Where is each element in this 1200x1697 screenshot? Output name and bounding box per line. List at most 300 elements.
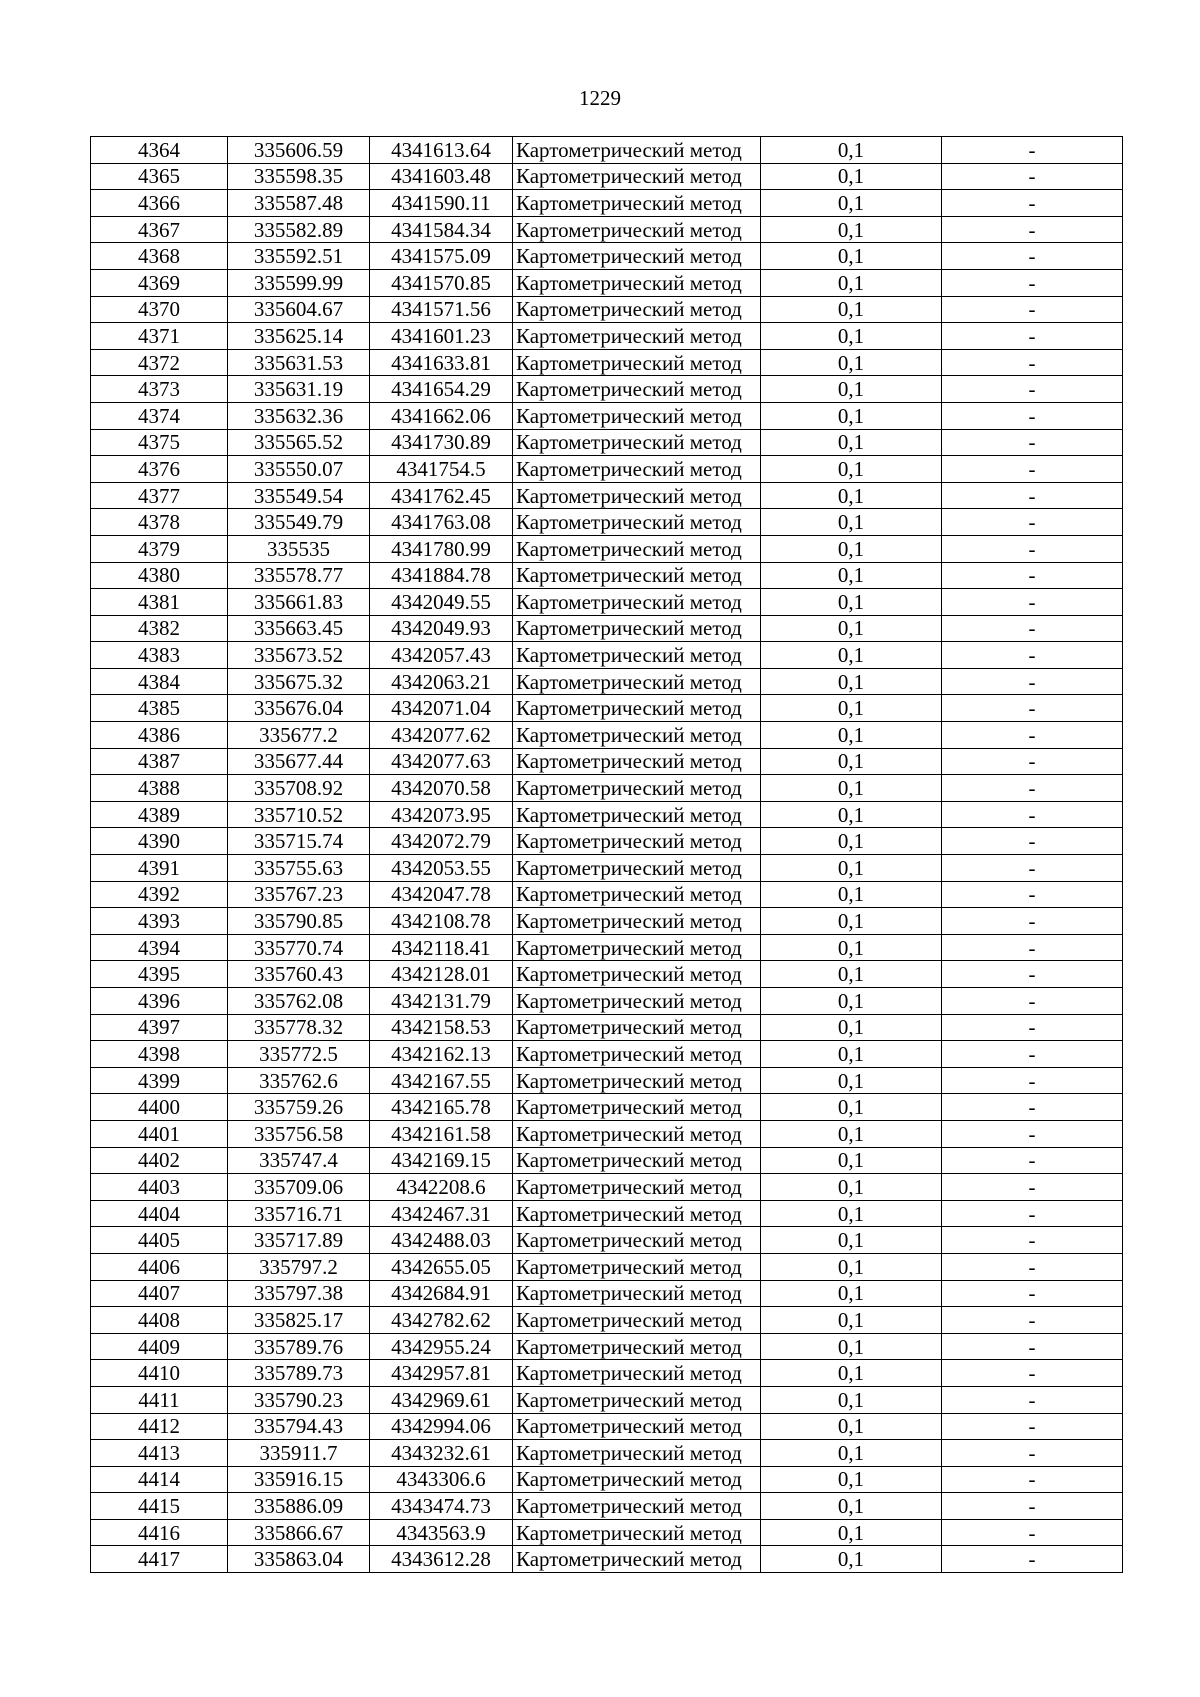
accuracy-cell: 0,1 [761,216,942,243]
table-row [91,1360,1123,1387]
point-number-cell: 4414 [91,1466,228,1493]
table-row [91,163,1123,190]
description-cell: - [942,1546,1123,1573]
table-row [91,615,1123,642]
x-coordinate-cell: 335767.23 [228,881,370,908]
method-cell: Картометрический метод [513,1120,761,1147]
table-row [91,801,1123,828]
accuracy-cell: 0,1 [761,1253,942,1280]
method-cell: Картометрический метод [513,988,761,1015]
table-row [91,934,1123,961]
x-coordinate-cell: 335631.53 [228,349,370,376]
description-cell: - [942,722,1123,749]
method-cell: Картометрический метод [513,1067,761,1094]
point-number-cell: 4379 [91,535,228,562]
method-cell: Картометрический метод [513,376,761,403]
method-cell: Картометрический метод [513,562,761,589]
point-number-cell: 4385 [91,695,228,722]
description-cell: - [942,1386,1123,1413]
method-cell: Картометрический метод [513,1227,761,1254]
point-number-cell: 4366 [91,190,228,217]
table-row [91,190,1123,217]
description-cell: - [942,642,1123,669]
table-row [91,1014,1123,1041]
point-number-cell: 4415 [91,1493,228,1520]
accuracy-cell: 0,1 [761,1280,942,1307]
description-cell: - [942,1253,1123,1280]
accuracy-cell: 0,1 [761,482,942,509]
description-cell: - [942,775,1123,802]
table-row [91,535,1123,562]
accuracy-cell: 0,1 [761,1120,942,1147]
method-cell: Картометрический метод [513,1546,761,1573]
description-cell: - [942,1440,1123,1467]
x-coordinate-cell: 335770.74 [228,934,370,961]
table-row [91,589,1123,616]
method-cell: Картометрический метод [513,1466,761,1493]
x-coordinate-cell: 335677.44 [228,748,370,775]
y-coordinate-cell: 4343474.73 [370,1493,513,1520]
table-row [91,1333,1123,1360]
point-number-cell: 4369 [91,269,228,296]
method-cell: Картометрический метод [513,1280,761,1307]
table-row [91,137,1123,164]
point-number-cell: 4368 [91,243,228,270]
method-cell: Картометрический метод [513,748,761,775]
point-number-cell: 4407 [91,1280,228,1307]
point-number-cell: 4364 [91,137,228,164]
description-cell: - [942,296,1123,323]
method-cell: Картометрический метод [513,1200,761,1227]
method-cell: Картометрический метод [513,589,761,616]
x-coordinate-cell: 335755.63 [228,855,370,882]
method-cell: Картометрический метод [513,1014,761,1041]
method-cell: Картометрический метод [513,775,761,802]
y-coordinate-cell: 4342072.79 [370,828,513,855]
point-number-cell: 4417 [91,1546,228,1573]
page-number: 1229 [579,86,621,110]
method-cell: Картометрический метод [513,1094,761,1121]
description-cell: - [942,881,1123,908]
x-coordinate-cell: 335916.15 [228,1466,370,1493]
y-coordinate-cell: 4342994.06 [370,1413,513,1440]
y-coordinate-cell: 4342957.81 [370,1360,513,1387]
method-cell: Картометрический метод [513,828,761,855]
accuracy-cell: 0,1 [761,296,942,323]
table-row [91,296,1123,323]
table-row [91,828,1123,855]
accuracy-cell: 0,1 [761,190,942,217]
y-coordinate-cell: 4341590.11 [370,190,513,217]
x-coordinate-cell: 335708.92 [228,775,370,802]
y-coordinate-cell: 4341762.45 [370,482,513,509]
y-coordinate-cell: 4342162.13 [370,1041,513,1068]
accuracy-cell: 0,1 [761,934,942,961]
accuracy-cell: 0,1 [761,642,942,669]
point-number-cell: 4402 [91,1147,228,1174]
description-cell: - [942,429,1123,456]
y-coordinate-cell: 4342073.95 [370,801,513,828]
accuracy-cell: 0,1 [761,695,942,722]
point-number-cell: 4387 [91,748,228,775]
description-cell: - [942,190,1123,217]
point-number-cell: 4393 [91,908,228,935]
table-row [91,1120,1123,1147]
point-number-cell: 4392 [91,881,228,908]
x-coordinate-cell: 335587.48 [228,190,370,217]
table-row [91,1094,1123,1121]
accuracy-cell: 0,1 [761,456,942,483]
point-number-cell: 4388 [91,775,228,802]
description-cell: - [942,1413,1123,1440]
accuracy-cell: 0,1 [761,376,942,403]
accuracy-cell: 0,1 [761,509,942,536]
accuracy-cell: 0,1 [761,1174,942,1201]
y-coordinate-cell: 4342049.93 [370,615,513,642]
y-coordinate-cell: 4342049.55 [370,589,513,616]
table-row [91,748,1123,775]
point-number-cell: 4404 [91,1200,228,1227]
accuracy-cell: 0,1 [761,269,942,296]
accuracy-cell: 0,1 [761,1466,942,1493]
description-cell: - [942,1333,1123,1360]
description-cell: - [942,349,1123,376]
x-coordinate-cell: 335797.38 [228,1280,370,1307]
point-number-cell: 4384 [91,668,228,695]
x-coordinate-cell: 335582.89 [228,216,370,243]
point-number-cell: 4406 [91,1253,228,1280]
point-number-cell: 4389 [91,801,228,828]
y-coordinate-cell: 4342070.58 [370,775,513,802]
accuracy-cell: 0,1 [761,349,942,376]
description-cell: - [942,828,1123,855]
description-cell: - [942,137,1123,164]
method-cell: Картометрический метод [513,137,761,164]
y-coordinate-cell: 4341584.34 [370,216,513,243]
x-coordinate-cell: 335661.83 [228,589,370,616]
accuracy-cell: 0,1 [761,323,942,350]
method-cell: Картометрический метод [513,1253,761,1280]
y-coordinate-cell: 4341613.64 [370,137,513,164]
x-coordinate-cell: 335747.4 [228,1147,370,1174]
description-cell: - [942,908,1123,935]
point-number-cell: 4380 [91,562,228,589]
point-number-cell: 4410 [91,1360,228,1387]
y-coordinate-cell: 4342969.61 [370,1386,513,1413]
x-coordinate-cell: 335632.36 [228,402,370,429]
y-coordinate-cell: 4342467.31 [370,1200,513,1227]
description-cell: - [942,1041,1123,1068]
description-cell: - [942,269,1123,296]
x-coordinate-cell: 335598.35 [228,163,370,190]
point-number-cell: 4378 [91,509,228,536]
accuracy-cell: 0,1 [761,881,942,908]
y-coordinate-cell: 4342169.15 [370,1147,513,1174]
point-number-cell: 4375 [91,429,228,456]
description-cell: - [942,1466,1123,1493]
x-coordinate-cell: 335709.06 [228,1174,370,1201]
x-coordinate-cell: 335794.43 [228,1413,370,1440]
description-cell: - [942,1174,1123,1201]
x-coordinate-cell: 335778.32 [228,1014,370,1041]
method-cell: Картометрический метод [513,1041,761,1068]
method-cell: Картометрический метод [513,1147,761,1174]
method-cell: Картометрический метод [513,1440,761,1467]
y-coordinate-cell: 4342131.79 [370,988,513,1015]
coordinates-table-body [91,137,1123,1573]
y-coordinate-cell: 4341575.09 [370,243,513,270]
table-row [91,1253,1123,1280]
description-cell: - [942,668,1123,695]
table-row [91,722,1123,749]
x-coordinate-cell: 335790.85 [228,908,370,935]
description-cell: - [942,402,1123,429]
accuracy-cell: 0,1 [761,1014,942,1041]
y-coordinate-cell: 4341754.5 [370,456,513,483]
description-cell: - [942,243,1123,270]
description-cell: - [942,323,1123,350]
method-cell: Картометрический метод [513,456,761,483]
method-cell: Картометрический метод [513,1413,761,1440]
x-coordinate-cell: 335675.32 [228,668,370,695]
x-coordinate-cell: 335825.17 [228,1307,370,1334]
method-cell: Картометрический метод [513,349,761,376]
method-cell: Картометрический метод [513,1493,761,1520]
x-coordinate-cell: 335797.2 [228,1253,370,1280]
point-number-cell: 4399 [91,1067,228,1094]
y-coordinate-cell: 4341603.48 [370,163,513,190]
x-coordinate-cell: 335886.09 [228,1493,370,1520]
y-coordinate-cell: 4342108.78 [370,908,513,935]
x-coordinate-cell: 335716.71 [228,1200,370,1227]
table-row [91,1227,1123,1254]
y-coordinate-cell: 4341571.56 [370,296,513,323]
accuracy-cell: 0,1 [761,961,942,988]
description-cell: - [942,855,1123,882]
description-cell: - [942,801,1123,828]
table-row [91,1200,1123,1227]
method-cell: Картометрический метод [513,908,761,935]
x-coordinate-cell: 335756.58 [228,1120,370,1147]
x-coordinate-cell: 335789.76 [228,1333,370,1360]
x-coordinate-cell: 335550.07 [228,456,370,483]
method-cell: Картометрический метод [513,163,761,190]
accuracy-cell: 0,1 [761,1519,942,1546]
y-coordinate-cell: 4342077.62 [370,722,513,749]
method-cell: Картометрический метод [513,961,761,988]
accuracy-cell: 0,1 [761,855,942,882]
table-row [91,988,1123,1015]
accuracy-cell: 0,1 [761,137,942,164]
point-number-cell: 4401 [91,1120,228,1147]
method-cell: Картометрический метод [513,934,761,961]
x-coordinate-cell: 335578.77 [228,562,370,589]
accuracy-cell: 0,1 [761,668,942,695]
table-row [91,243,1123,270]
method-cell: Картометрический метод [513,615,761,642]
method-cell: Картометрический метод [513,801,761,828]
description-cell: - [942,1120,1123,1147]
description-cell: - [942,1360,1123,1387]
description-cell: - [942,456,1123,483]
y-coordinate-cell: 4343306.6 [370,1466,513,1493]
description-cell: - [942,1227,1123,1254]
table-row [91,402,1123,429]
y-coordinate-cell: 4341654.29 [370,376,513,403]
accuracy-cell: 0,1 [761,908,942,935]
table-row [91,216,1123,243]
table-row [91,1466,1123,1493]
y-coordinate-cell: 4342158.53 [370,1014,513,1041]
accuracy-cell: 0,1 [761,402,942,429]
description-cell: - [942,562,1123,589]
method-cell: Картометрический метод [513,216,761,243]
y-coordinate-cell: 4342782.62 [370,1307,513,1334]
x-coordinate-cell: 335592.51 [228,243,370,270]
table-row [91,509,1123,536]
x-coordinate-cell: 335535 [228,535,370,562]
accuracy-cell: 0,1 [761,1546,942,1573]
x-coordinate-cell: 335599.99 [228,269,370,296]
table-row [91,1519,1123,1546]
y-coordinate-cell: 4342077.63 [370,748,513,775]
table-row [91,642,1123,669]
point-number-cell: 4411 [91,1386,228,1413]
table-row [91,961,1123,988]
y-coordinate-cell: 4341633.81 [370,349,513,376]
point-number-cell: 4377 [91,482,228,509]
table-row [91,376,1123,403]
description-cell: - [942,615,1123,642]
point-number-cell: 4408 [91,1307,228,1334]
table-row [91,1386,1123,1413]
table-row [91,1067,1123,1094]
table-row [91,1413,1123,1440]
point-number-cell: 4405 [91,1227,228,1254]
description-cell: - [942,482,1123,509]
method-cell: Картометрический метод [513,722,761,749]
point-number-cell: 4381 [91,589,228,616]
method-cell: Картометрический метод [513,1360,761,1387]
point-number-cell: 4390 [91,828,228,855]
accuracy-cell: 0,1 [761,1200,942,1227]
description-cell: - [942,1147,1123,1174]
method-cell: Картометрический метод [513,668,761,695]
y-coordinate-cell: 4341662.06 [370,402,513,429]
description-cell: - [942,1094,1123,1121]
y-coordinate-cell: 4341763.08 [370,509,513,536]
y-coordinate-cell: 4341884.78 [370,562,513,589]
accuracy-cell: 0,1 [761,1147,942,1174]
y-coordinate-cell: 4343612.28 [370,1546,513,1573]
x-coordinate-cell: 335549.79 [228,509,370,536]
accuracy-cell: 0,1 [761,1333,942,1360]
table-row [91,668,1123,695]
accuracy-cell: 0,1 [761,562,942,589]
description-cell: - [942,1307,1123,1334]
description-cell: - [942,535,1123,562]
y-coordinate-cell: 4342488.03 [370,1227,513,1254]
x-coordinate-cell: 335717.89 [228,1227,370,1254]
table-row [91,695,1123,722]
point-number-cell: 4376 [91,456,228,483]
description-cell: - [942,695,1123,722]
accuracy-cell: 0,1 [761,1227,942,1254]
method-cell: Картометрический метод [513,1333,761,1360]
method-cell: Картометрический метод [513,243,761,270]
point-number-cell: 4382 [91,615,228,642]
method-cell: Картометрический метод [513,1519,761,1546]
table-row [91,323,1123,350]
point-number-cell: 4412 [91,1413,228,1440]
point-number-cell: 4398 [91,1041,228,1068]
point-number-cell: 4367 [91,216,228,243]
point-number-cell: 4400 [91,1094,228,1121]
table-row [91,429,1123,456]
method-cell: Картометрический метод [513,482,761,509]
description-cell: - [942,1519,1123,1546]
x-coordinate-cell: 335762.6 [228,1067,370,1094]
table-row [91,482,1123,509]
y-coordinate-cell: 4342955.24 [370,1333,513,1360]
x-coordinate-cell: 335604.67 [228,296,370,323]
accuracy-cell: 0,1 [761,988,942,1015]
description-cell: - [942,1200,1123,1227]
y-coordinate-cell: 4342063.21 [370,668,513,695]
accuracy-cell: 0,1 [761,1094,942,1121]
description-cell: - [942,216,1123,243]
y-coordinate-cell: 4341570.85 [370,269,513,296]
point-number-cell: 4394 [91,934,228,961]
table-row [91,456,1123,483]
accuracy-cell: 0,1 [761,1307,942,1334]
point-number-cell: 4365 [91,163,228,190]
table-row [91,908,1123,935]
y-coordinate-cell: 4343563.9 [370,1519,513,1546]
y-coordinate-cell: 4342165.78 [370,1094,513,1121]
x-coordinate-cell: 335710.52 [228,801,370,828]
x-coordinate-cell: 335676.04 [228,695,370,722]
accuracy-cell: 0,1 [761,535,942,562]
description-cell: - [942,163,1123,190]
y-coordinate-cell: 4342128.01 [370,961,513,988]
method-cell: Картометрический метод [513,429,761,456]
point-number-cell: 4370 [91,296,228,323]
table-row [91,775,1123,802]
description-cell: - [942,1014,1123,1041]
y-coordinate-cell: 4342684.91 [370,1280,513,1307]
x-coordinate-cell: 335625.14 [228,323,370,350]
accuracy-cell: 0,1 [761,1413,942,1440]
method-cell: Картометрический метод [513,269,761,296]
table-row [91,1440,1123,1467]
point-number-cell: 4386 [91,722,228,749]
x-coordinate-cell: 335631.19 [228,376,370,403]
accuracy-cell: 0,1 [761,775,942,802]
table-row [91,562,1123,589]
y-coordinate-cell: 4342655.05 [370,1253,513,1280]
method-cell: Картометрический метод [513,535,761,562]
accuracy-cell: 0,1 [761,615,942,642]
point-number-cell: 4391 [91,855,228,882]
method-cell: Картометрический метод [513,855,761,882]
x-coordinate-cell: 335790.23 [228,1386,370,1413]
method-cell: Картометрический метод [513,402,761,429]
x-coordinate-cell: 335565.52 [228,429,370,456]
method-cell: Картометрический метод [513,509,761,536]
description-cell: - [942,934,1123,961]
x-coordinate-cell: 335762.08 [228,988,370,1015]
